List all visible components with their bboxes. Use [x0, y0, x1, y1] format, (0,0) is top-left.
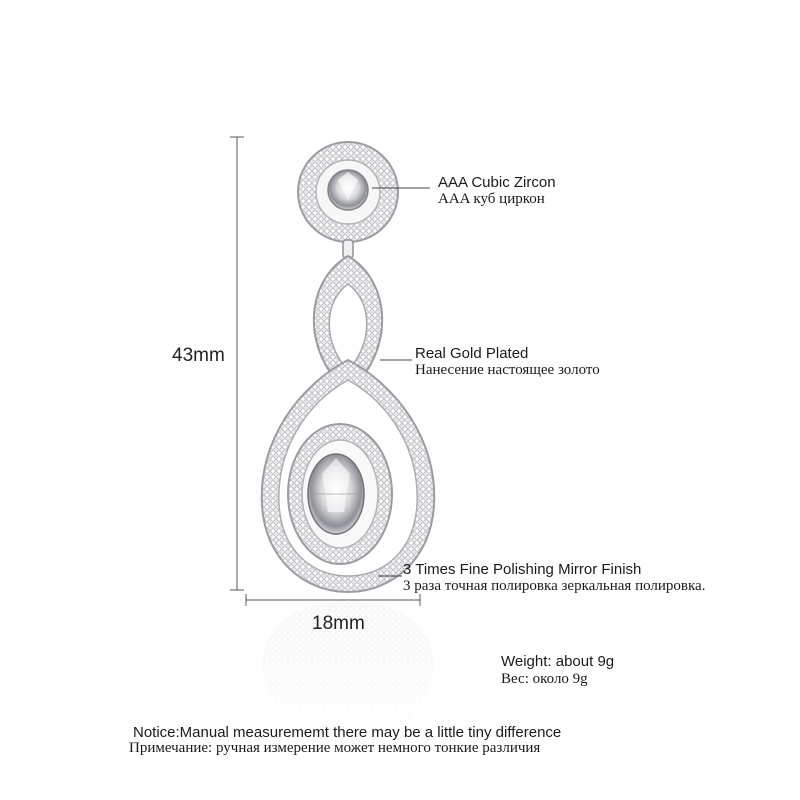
- weight-ru: Вес: около 9g: [501, 671, 588, 687]
- width-label: 18mm: [312, 613, 365, 634]
- earring-stud: [298, 142, 398, 242]
- notice-en: Notice:Manual measurememt there may be a little tiny difference: [133, 724, 562, 741]
- notice-ru: Примечание: ручная измерение может немного тонкие различия: [129, 740, 541, 756]
- height-dimension-line: [230, 137, 244, 590]
- weight-en: Weight: about 9g: [501, 653, 615, 670]
- callout-finish-ru: 3 раза точная полировка зеркальная полировка.: [403, 578, 706, 594]
- center-stone: [288, 424, 392, 564]
- height-label: 43mm: [172, 345, 225, 366]
- callout-plating-ru: Нанесение настоящее золото: [415, 362, 600, 378]
- callout-finish-en: 3 Times Fine Polishing Mirror Finish: [403, 561, 642, 578]
- callout-zircon-en: AAA Cubic Zircon: [438, 174, 556, 191]
- callout-plating-en: Real Gold Plated: [415, 345, 529, 362]
- callout-zircon-ru: AAA куб циркон: [438, 191, 545, 207]
